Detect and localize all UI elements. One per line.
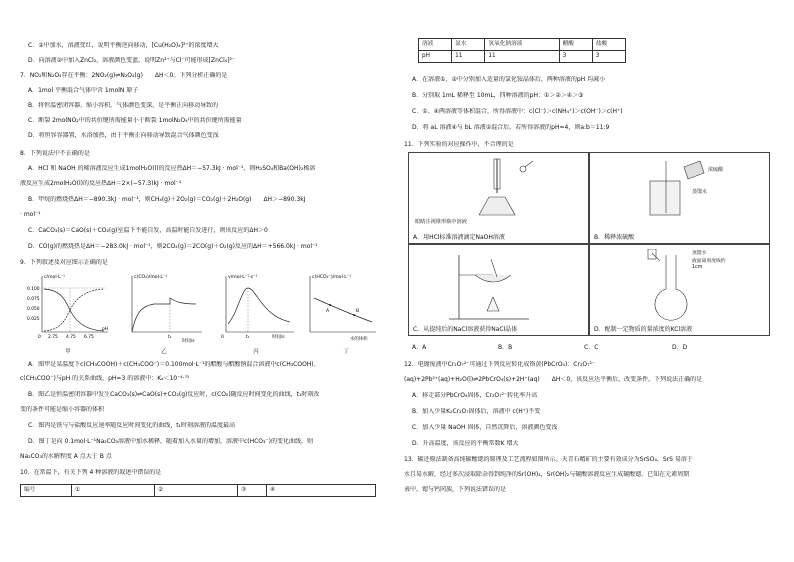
evaporation-apparatus-icon [449,249,549,323]
jia-xtick-0: 2.75 [48,335,58,340]
q11-cell-c [408,244,589,336]
q11-a-label: A．用HCl标准溶液滴定NaOH溶液 [413,233,505,241]
jia-ytick-1: 0.075 [27,297,40,302]
q10-header-4: ④ [267,485,376,497]
ding-xlabel: 水的体积 [350,337,368,342]
table-ph-naoh: 11 [485,51,559,63]
q7-option-a: A．1mol 平衡混合气体中含 1molN 原子 [28,87,139,94]
yi-ylabel: c(CO₂)/mol·L⁻¹ [134,275,168,280]
q11-cell-d [589,244,770,336]
q10-number-table [20,484,376,497]
q12-option-a: A．移走部分PbCrO₄固体，Cr₂O₇²⁻转化率升高 [412,392,538,399]
yi-t1: t₁ [168,335,172,340]
jia-ytick-0: 0.100 [27,287,40,292]
chart-bing [216,272,296,348]
q7-option-c: C．断裂 2molNO₂中的共价键所需能量小于断裂 1molN₂O₄中的共价键所需能量 [28,117,242,124]
q11-c-label: C．从提纯后的NaCl溶液获得NaCl晶体 [413,325,518,333]
q11-cell-a [408,152,589,244]
q10-option-d: D．将 aL 溶液④与 bL 溶液②混合后，若所得溶液的pH=4，则a:b＝11:9 [412,124,610,131]
table-header-solution: 溶液 [419,39,452,51]
q11-d-caption-2: 液面离刻度线约1cm [692,259,726,270]
jia-xtick-1: 4.75 [66,335,76,340]
yi-curve-after [170,298,196,304]
table-header-ammonia: 氨水 [452,39,485,51]
q9-option-a-line1: A．图甲是某温度下c(CH₃COOH)＋c(CH₃COO⁻)＝0.100mol·L⁻¹的醋酸与醋酸钠混合溶液中c(CH₃COOH)、 [28,361,320,368]
q11-stem: 11．下列实验的对应操作中，不合理的是 [404,141,514,148]
yi-curve [132,304,170,332]
q13-stem-line2: 水且易水解，经过多次浸取除杂得到纯净的Sr(OH)₂，Sr(OH)₂与碳酸溶液反应生成碳酸锶。已知在元素周期 [404,471,690,478]
jia-ylabel: c/mol·L⁻¹ [44,275,65,280]
table-header-naoh: 氢氧化钠溶液 [485,39,559,51]
q11-b-label: B．稀释浓硫酸 [594,233,635,241]
q8-option-b-line2: · mol⁻¹ [20,211,41,218]
jia-curve-acid [44,289,104,331]
table-ph-ammonia: 11 [452,51,485,63]
bing-t1: t₁ [246,335,250,340]
chart-jia-caption: 甲 [65,349,71,355]
q11-d-label: D．配制一定物质的量浓度的KCl溶液 [594,325,693,333]
titration-apparatus-icon [439,157,539,227]
q13-stem-line3: 表中，锶与钙同族，下列说法错误的是 [404,486,507,493]
q9-option-c: C．图丙是铁与与盐酸反应速率随反应时间变化的曲线，t₁时刻溶液的温度最高 [28,422,235,429]
q11-option-a: A．A [412,344,427,351]
q12-stem-line2: (aq)+2Pb²⁺(aq)+H₂O(l)⇌2PbCrO₄(s)+2H⁺(aq) ΔH＜0，该反应达平衡后，改变条件，下列说法正确的是 [404,376,703,383]
q10-option-a: A．在溶液①、②中分别加入适量的氯化铵晶体后，两种溶液的pH 均减小 [412,76,606,83]
q6-option-c: C．②中加水，溶液变红，说明平衡逆向移动，[Cu(H₂O)₄]²⁺的浓度增大 [28,42,219,49]
bing-ylabel: v/mol·L⁻¹·s⁻¹ [228,275,258,280]
q9-stem: 9．下列叙述及对应图示正确的是 [20,259,108,266]
jia-ytick-2: 0.050 [27,307,40,312]
q7-option-d: D．将恒容容器置，水浴加热，由于平衡正向移动导致混合气体颜色变浅 [28,132,219,139]
q8-option-a-line1: A．HCl 和 NaOH 的稀溶液反应生成1molH₂O(l)的反应热ΔH＝−57.3kJ · mol⁻¹，则H₂SO₄和Ba(OH)₂稀溶 [28,165,316,172]
q9-option-a-line2: c(CH₃COO⁻)与pH 的关系曲线，pH=3 的溶液中：Kₐ＜10⁻⁴·⁷⁵ [20,375,190,382]
bing-origin: 0 [221,335,224,340]
chart-jia [26,272,110,348]
bing-curve [228,288,290,324]
chart-yi-caption: 乙 [161,349,167,355]
q12-option-b: B．加入少量K₂Cr₂O₇固体后，溶液中 c(H⁺)不变 [412,408,541,415]
q10-solution-table [418,38,626,63]
q10-option-c: C．①、④两溶液等体积混合，所得溶液中：c(Cl⁻)＞c(NH₄⁺)＞c(OH⁻)＞c(H⁺) [412,108,623,115]
q9-option-d-line1: D．图丁是向 0.1mol·L⁻¹Na₂CO₃溶液中加水稀释，随着加入水量的增加，溶液中c(HCO₃⁻)的变化曲线，则 [28,438,313,445]
right-column [404,0,774,562]
q11-d-caption-1: 蒸馏水 [692,251,707,256]
table-header-hcl: 盐酸 [592,39,625,51]
q12-stem-line1: 12．电镀废液中Cr₂O₇²⁻可通过下列反应转化成铬黄(PbCrO₄)：Cr₂O₇²⁻ [404,361,596,368]
q10-header-1: ① [72,485,155,497]
q12-option-c: C．加入少量 NaOH 固体，自然沉降后，溶液颜色变浅 [412,424,558,431]
ding-label-a: A [326,309,330,314]
q9-option-d-line2: Na₂CO₃的水解程度 A 点大于 B 点 [20,453,112,460]
chart-ding-caption: 丁 [343,349,349,355]
left-column [20,0,378,562]
chart-yi [124,272,204,348]
q11-option-c: C．C [584,344,599,351]
q11-option-d: D．D [672,344,688,351]
q9-option-b-line2: 变的条件可能是缩小容器的体积 [20,406,105,413]
table-ph-label: pH [419,51,452,63]
q11-figure-grid [408,152,770,350]
q7-stem: 7．NO₂和N₂O₄存在平衡：2NO₂(g)⇌N₂O₄(g) ΔH＜0。下列分析正确的是 [20,72,228,79]
jia-xtick-2: 6.75 [84,335,94,340]
jia-ytick-3: 0.025 [27,317,40,322]
ding-label-b: B [356,309,360,314]
q10-header-2: ② [155,485,238,497]
q12-option-d: D．升高温度，该反应的平衡常数K 增大 [412,440,519,447]
q6-option-d: D．向溶液②中加入ZnCl₂，溶液颜色变蓝，说明Zn²⁺与Cl⁻可能形成[ZnCl₄]²⁻ [28,57,236,64]
q8-option-a-line2: 液反应生成2molH₂O(l)的反应热ΔH＝2×(−57.3)kJ · mol⁻¹ [20,180,182,187]
table-ph-acetic: 3 [559,51,592,63]
table-ph-hcl: 3 [592,51,625,63]
q10-option-b: B．分别取 1mL 稀释至 10mL，四种溶液的pH：①＞②＞④＞③ [412,92,584,99]
bing-xlabel: 时间/s [272,335,285,340]
ding-ylabel: c(HCO₃⁻)/mol·L⁻¹ [312,275,352,280]
yi-xlabel: 时间/s [182,339,195,344]
q8-option-b-line1: B．甲烷的燃烧热ΔH＝−890.3kJ · mol⁻¹，则CH₄(g)＋2O₂(g)＝CO₂(g)＋2H₂O(g) ΔH＞−890.3kJ [28,196,306,203]
q11-a-caption: 眼睛注视锥形瓶中溶液 [415,219,467,225]
ding-curve [314,298,372,322]
jia-ytick-4: 0 [38,335,41,340]
q7-option-b: B．将恒温密闭容器，缩小容积，气体颜色变深，是平衡正向移动导致的 [28,102,219,109]
jia-xlabel: pH [102,327,109,332]
q10-header-number: 编号 [21,485,72,497]
q8-option-c: C．CaCO₃(s)＝CaO(s)＋CO₂(g)室温下不能自发，高温时能自发进行，则该反应的ΔH＞0 [28,227,268,234]
q11-option-b: B．B [498,344,513,351]
q10-stem: 10．在常温下，有关下列 4 种溶液的叙述中错误的是 [20,469,162,476]
q13-stem-line1: 13．碳还原法制备高纯碳酸锶的原理及工艺流程如图所示。天青石精矿的主要有效成分为SrSO₄，SrS 易溶于 [404,456,693,463]
jia-curve-base [44,289,104,331]
chart-bing-caption: 丙 [253,349,259,355]
ding-point-a [329,304,331,306]
table-header-acetic: 醋酸 [559,39,592,51]
q8-option-d: D．CO(g)的燃烧热是ΔH＝−283.0kJ · mol⁻¹，则2CO₂(g)＝2CO(g)＋O₂(g)反应的ΔH＝+566.0kJ · mol⁻¹ [28,243,318,250]
ding-point-b [353,314,355,316]
q10-header-3: ③ [238,485,267,497]
q11-b-caption-2: 蒸馏水 [692,189,708,195]
chart-ding [304,272,378,348]
q11-cell-b [589,152,770,244]
q11-b-caption-1: 浓硫酸 [708,167,724,173]
q8-stem: 8．下列说法中不正确的是 [20,150,90,157]
q9-option-b-line1: B．图乙是恒温密闭容器中发生CaCO₃(s)⇌CaO(s)+CO₂(g)反应时，c(CO₂)随反应时间变化的曲线，t₁时刻改 [28,391,320,398]
